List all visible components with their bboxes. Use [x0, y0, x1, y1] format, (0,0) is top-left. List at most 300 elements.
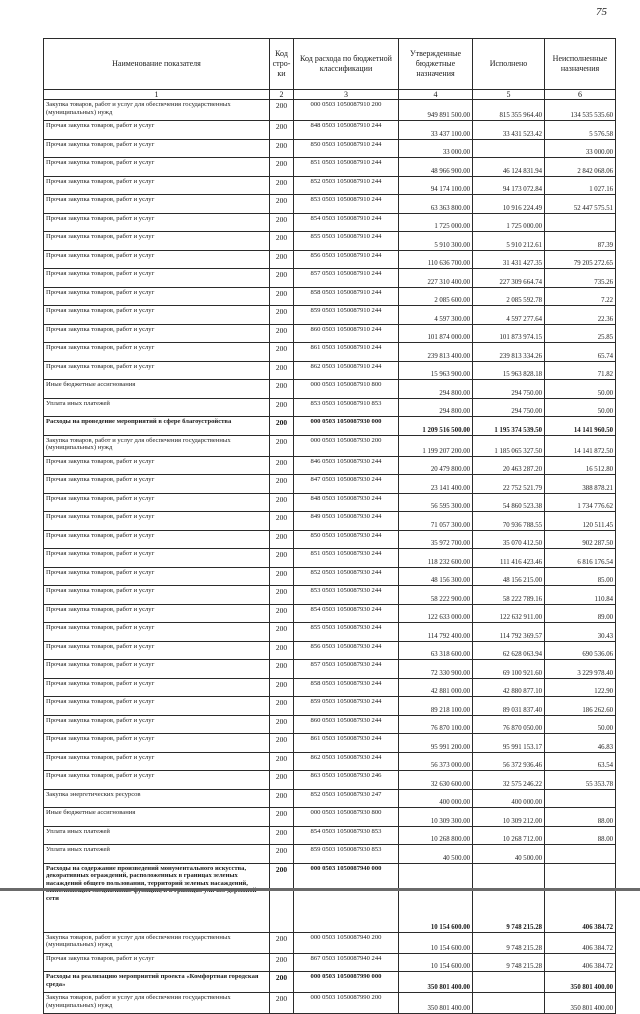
table-row [44, 549, 616, 568]
table-row [44, 324, 616, 343]
expense-code-cell: 846 0503 1050087930 244 [294, 456, 399, 475]
indicator-name-cell: Прочая закупка товаров, работ и услуг [44, 139, 270, 158]
table-row [44, 641, 616, 660]
unexecuted-amount-cell: 110.84 [545, 586, 616, 605]
executed-amount-cell: 42 880 877.10 [473, 678, 545, 697]
table-row [44, 456, 616, 475]
table-row [44, 121, 616, 140]
indicator-name-cell: Закупка энергетических ресурсов [44, 789, 270, 808]
approved-amount-cell: 20 479 800.00 [399, 456, 473, 475]
executed-amount-cell: 56 372 936.46 [473, 752, 545, 771]
indicator-name-cell: Прочая закупка товаров, работ и услуг [44, 158, 270, 177]
approved-amount-cell: 122 633 000.00 [399, 604, 473, 623]
table-row [44, 250, 616, 269]
indicator-name-cell: Прочая закупка товаров, работ и услуг [44, 586, 270, 605]
executed-amount-cell: 35 070 412.50 [473, 530, 545, 549]
executed-amount-cell: 294 750.00 [473, 380, 545, 399]
executed-amount-cell: 10 268 712.00 [473, 826, 545, 845]
unexecuted-amount-cell: 88.00 [545, 808, 616, 827]
line-code-cell: 200 [270, 195, 294, 214]
expense-code-cell: 852 0503 1050087930 244 [294, 567, 399, 586]
executed-amount-cell: 70 936 788.55 [473, 512, 545, 531]
approved-amount-cell: 114 792 400.00 [399, 623, 473, 642]
indicator-name-cell: Прочая закупка товаров, работ и услуг [44, 213, 270, 232]
indicator-name-cell: Закупка товаров, работ и услуг для обеспечения государственных (муниципальных) нужд [44, 435, 270, 456]
indicator-name-cell: Расходы на содержание произведений монументального искусства, декоративных ограждений, расположенных в границах зеленых насаждений общего пользования, территорий зеленых насаждений, сети [44, 863, 270, 932]
line-code-cell: 200 [270, 623, 294, 642]
unexecuted-amount-cell: 350 801 400.00 [545, 972, 616, 993]
table-row [44, 435, 616, 456]
unexecuted-amount-cell: 2 842 068.06 [545, 158, 616, 177]
approved-amount-cell: 40 500.00 [399, 845, 473, 864]
table-row [44, 398, 616, 417]
approved-amount-cell: 350 801 400.00 [399, 993, 473, 1014]
indicator-name-cell: Прочая закупка товаров, работ и услуг [44, 121, 270, 140]
approved-amount-cell: 23 141 400.00 [399, 475, 473, 494]
executed-amount-cell: 48 156 215.00 [473, 567, 545, 586]
executed-amount-cell: 22 752 521.79 [473, 475, 545, 494]
indicator-name-cell: Прочая закупка товаров, работ и услуг [44, 475, 270, 494]
unexecuted-amount-cell: 388 878.21 [545, 475, 616, 494]
indicator-name-cell: Закупка товаров, работ и услуг для обеспечения государственных (муниципальных) нужд [44, 100, 270, 121]
expense-code-cell: 863 0503 1050087930 246 [294, 771, 399, 790]
unexecuted-amount-cell: 30.43 [545, 623, 616, 642]
table-row [44, 697, 616, 716]
unexecuted-amount-cell: 79 205 272.65 [545, 250, 616, 269]
table-row [44, 972, 616, 993]
line-code-cell: 200 [270, 530, 294, 549]
indicator-name-cell: Уплата иных платежей [44, 845, 270, 864]
executed-amount-cell: 31 431 427.35 [473, 250, 545, 269]
table-row [44, 213, 616, 232]
executed-amount-cell: 32 575 246.22 [473, 771, 545, 790]
executed-amount-cell: 9 748 215.28 [473, 953, 545, 972]
table-row [44, 269, 616, 288]
expense-code-cell: 000 0503 1050087940 000 [294, 863, 399, 932]
table-row [44, 343, 616, 362]
indicator-name-cell: Прочая закупка товаров, работ и услуг [44, 953, 270, 972]
line-code-cell: 200 [270, 287, 294, 306]
approved-amount-cell: 48 156 300.00 [399, 567, 473, 586]
approved-amount-cell: 294 800.00 [399, 398, 473, 417]
indicator-name-cell: Прочая закупка товаров, работ и услуг [44, 250, 270, 269]
table-row [44, 678, 616, 697]
executed-amount-cell: 89 031 837.40 [473, 697, 545, 716]
expense-code-cell: 856 0503 1050087910 244 [294, 250, 399, 269]
line-code-cell: 200 [270, 269, 294, 288]
executed-amount-cell: 94 173 072.84 [473, 176, 545, 195]
unexecuted-amount-cell: 87.39 [545, 232, 616, 251]
indicator-name-cell: Прочая закупка товаров, работ и услуг [44, 361, 270, 380]
unexecuted-amount-cell: 735.26 [545, 269, 616, 288]
expense-code-cell: 849 0503 1050087930 244 [294, 512, 399, 531]
unexecuted-amount-cell [545, 213, 616, 232]
line-code-cell: 200 [270, 660, 294, 679]
expense-code-cell: 859 0503 1050087930 244 [294, 697, 399, 716]
line-code-cell: 200 [270, 306, 294, 325]
expense-code-cell: 867 0503 1050087940 244 [294, 953, 399, 972]
line-code-cell: 200 [270, 100, 294, 121]
unexecuted-amount-cell: 46.83 [545, 734, 616, 753]
expense-code-cell: 852 0503 1050087910 244 [294, 176, 399, 195]
executed-amount-cell: 122 632 911.00 [473, 604, 545, 623]
header-executed: Исполнено [473, 39, 545, 90]
unexecuted-amount-cell: 5 576.58 [545, 121, 616, 140]
executed-amount-cell: 15 963 828.18 [473, 361, 545, 380]
approved-amount-cell: 5 910 300.00 [399, 232, 473, 251]
expense-code-cell: 854 0503 1050087910 244 [294, 213, 399, 232]
approved-amount-cell: 42 881 000.00 [399, 678, 473, 697]
unexecuted-amount-cell: 134 535 535.60 [545, 100, 616, 121]
indicator-name-cell: Прочая закупка товаров, работ и услуг [44, 678, 270, 697]
executed-amount-cell: 114 792 369.57 [473, 623, 545, 642]
approved-amount-cell: 294 800.00 [399, 380, 473, 399]
line-code-cell: 200 [270, 158, 294, 177]
unexecuted-amount-cell [545, 845, 616, 864]
expense-code-cell: 000 0503 1050087930 800 [294, 808, 399, 827]
executed-amount-cell: 4 597 277.64 [473, 306, 545, 325]
table-row [44, 845, 616, 864]
executed-amount-cell: 9 748 215.28 [473, 863, 545, 932]
approved-amount-cell: 110 636 700.00 [399, 250, 473, 269]
line-code-cell: 200 [270, 863, 294, 932]
executed-amount-cell: 20 463 287.20 [473, 456, 545, 475]
approved-amount-cell: 350 801 400.00 [399, 972, 473, 993]
line-code-cell: 200 [270, 250, 294, 269]
line-code-cell: 200 [270, 604, 294, 623]
table-row [44, 306, 616, 325]
executed-amount-cell: 69 100 921.60 [473, 660, 545, 679]
table-row [44, 493, 616, 512]
executed-amount-cell: 227 309 664.74 [473, 269, 545, 288]
unexecuted-amount-cell: 120 511.45 [545, 512, 616, 531]
indicator-name-cell: Прочая закупка товаров, работ и услуг [44, 567, 270, 586]
executed-amount-cell: 10 916 224.49 [473, 195, 545, 214]
unexecuted-amount-cell: 1 027.16 [545, 176, 616, 195]
indicator-name-cell: Прочая закупка товаров, работ и услуг [44, 306, 270, 325]
executed-amount-cell: 1 195 374 539.50 [473, 417, 545, 436]
unexecuted-amount-cell: 6 816 176.54 [545, 549, 616, 568]
indicator-name-cell: Прочая закупка товаров, работ и услуг [44, 752, 270, 771]
approved-amount-cell: 1 199 207 200.00 [399, 435, 473, 456]
line-code-cell: 200 [270, 456, 294, 475]
line-code-cell: 200 [270, 176, 294, 195]
indicator-name-cell: Прочая закупка товаров, работ и услуг [44, 456, 270, 475]
column-number: 1 [44, 90, 270, 100]
approved-amount-cell: 10 309 300.00 [399, 808, 473, 827]
unexecuted-amount-cell: 88.00 [545, 826, 616, 845]
expense-code-cell: 859 0503 1050087930 853 [294, 845, 399, 864]
expense-code-cell: 000 0503 1050087930 200 [294, 435, 399, 456]
approved-amount-cell: 48 966 900.00 [399, 158, 473, 177]
expense-code-cell: 847 0503 1050087930 244 [294, 475, 399, 494]
table-row [44, 993, 616, 1014]
executed-amount-cell: 815 355 964.40 [473, 100, 545, 121]
indicator-name-cell: Уплата иных платежей [44, 826, 270, 845]
indicator-name-cell: Прочая закупка товаров, работ и услуг [44, 530, 270, 549]
unexecuted-amount-cell: 16 512.80 [545, 456, 616, 475]
executed-amount-cell: 101 873 974.15 [473, 324, 545, 343]
approved-amount-cell: 1 209 516 500.00 [399, 417, 473, 436]
line-code-cell: 200 [270, 121, 294, 140]
executed-amount-cell: 40 500.00 [473, 845, 545, 864]
indicator-name-cell: Прочая закупка товаров, работ и услуг [44, 493, 270, 512]
table-row [44, 863, 616, 932]
expense-code-cell: 861 0503 1050087930 244 [294, 734, 399, 753]
table-row [44, 475, 616, 494]
line-code-cell: 200 [270, 398, 294, 417]
table-row [44, 771, 616, 790]
table-row [44, 361, 616, 380]
expense-code-cell: 850 0503 1050087910 244 [294, 139, 399, 158]
unexecuted-amount-cell: 52 447 575.51 [545, 195, 616, 214]
executed-amount-cell [473, 139, 545, 158]
approved-amount-cell: 58 222 900.00 [399, 586, 473, 605]
executed-amount-cell: 5 910 212.61 [473, 232, 545, 251]
unexecuted-amount-cell: 3 229 978.40 [545, 660, 616, 679]
table-row [44, 808, 616, 827]
line-code-cell: 200 [270, 697, 294, 716]
executed-amount-cell: 54 860 523.38 [473, 493, 545, 512]
expense-code-cell: 861 0503 1050087910 244 [294, 343, 399, 362]
table-row [44, 953, 616, 972]
expense-code-cell: 852 0503 1050087930 247 [294, 789, 399, 808]
table-row [44, 232, 616, 251]
executed-amount-cell: 1 185 065 327.50 [473, 435, 545, 456]
executed-amount-cell: 9 748 215.28 [473, 932, 545, 953]
unexecuted-amount-cell: 22.36 [545, 306, 616, 325]
unexecuted-amount-cell: 7.22 [545, 287, 616, 306]
expense-code-cell: 000 0503 1050087940 200 [294, 932, 399, 953]
table-row [44, 287, 616, 306]
line-code-cell: 200 [270, 512, 294, 531]
scan-bottom-edge [0, 888, 640, 891]
executed-amount-cell: 294 750.00 [473, 398, 545, 417]
unexecuted-amount-cell: 71.82 [545, 361, 616, 380]
indicator-name-cell: Прочая закупка товаров, работ и услуг [44, 512, 270, 531]
expense-code-cell: 000 0503 1050087910 200 [294, 100, 399, 121]
table-row [44, 932, 616, 953]
approved-amount-cell: 33 000.00 [399, 139, 473, 158]
table-body [44, 100, 616, 1014]
line-code-cell: 200 [270, 845, 294, 864]
executed-amount-cell: 111 416 423.46 [473, 549, 545, 568]
indicator-name-cell: Прочая закупка товаров, работ и услуг [44, 176, 270, 195]
expense-code-cell: 857 0503 1050087930 244 [294, 660, 399, 679]
indicator-name-cell: Прочая закупка товаров, работ и услуг [44, 324, 270, 343]
approved-amount-cell: 10 154 600.00 [399, 863, 473, 932]
unexecuted-amount-cell: 186 262.60 [545, 697, 616, 716]
unexecuted-amount-cell: 55 353.78 [545, 771, 616, 790]
approved-amount-cell: 56 373 000.00 [399, 752, 473, 771]
expense-code-cell: 858 0503 1050087910 244 [294, 287, 399, 306]
expense-code-cell: 862 0503 1050087930 244 [294, 752, 399, 771]
line-code-cell: 200 [270, 435, 294, 456]
table-row [44, 567, 616, 586]
table-row [44, 660, 616, 679]
indicator-name-cell: Прочая закупка товаров, работ и услуг [44, 604, 270, 623]
expense-code-cell: 854 0503 1050087930 853 [294, 826, 399, 845]
unexecuted-amount-cell: 1 734 776.62 [545, 493, 616, 512]
table-row [44, 512, 616, 531]
unexecuted-amount-cell: 85.00 [545, 567, 616, 586]
line-code-cell: 200 [270, 549, 294, 568]
table-row [44, 530, 616, 549]
expense-code-cell: 848 0503 1050087910 244 [294, 121, 399, 140]
line-code-cell: 200 [270, 789, 294, 808]
executed-amount-cell [473, 993, 545, 1014]
approved-amount-cell: 10 154 600.00 [399, 932, 473, 953]
indicator-name-cell: Закупка товаров, работ и услуг для обеспечения государственных (муниципальных) нужд [44, 932, 270, 953]
line-code-cell: 200 [270, 734, 294, 753]
expense-code-cell: 000 0503 1050087910 800 [294, 380, 399, 399]
line-code-cell: 200 [270, 361, 294, 380]
unexecuted-amount-cell: 406 384.72 [545, 932, 616, 953]
executed-amount-cell: 1 725 000.00 [473, 213, 545, 232]
unexecuted-amount-cell: 33 000.00 [545, 139, 616, 158]
approved-amount-cell: 71 057 300.00 [399, 512, 473, 531]
expense-code-cell: 000 0503 1050087990 200 [294, 993, 399, 1014]
unexecuted-amount-cell: 50.00 [545, 715, 616, 734]
approved-amount-cell: 63 363 800.00 [399, 195, 473, 214]
executed-amount-cell: 58 222 789.16 [473, 586, 545, 605]
column-number-row [44, 90, 616, 100]
expense-code-cell: 850 0503 1050087930 244 [294, 530, 399, 549]
expense-code-cell: 848 0503 1050087930 244 [294, 493, 399, 512]
budget-execution-table [43, 38, 616, 1014]
line-code-cell: 200 [270, 771, 294, 790]
approved-amount-cell: 10 154 600.00 [399, 953, 473, 972]
header-unexecuted: Неисполненные назначения [545, 39, 616, 90]
approved-amount-cell: 10 268 800.00 [399, 826, 473, 845]
unexecuted-amount-cell: 89.00 [545, 604, 616, 623]
header-row [44, 39, 616, 90]
unexecuted-amount-cell: 50.00 [545, 398, 616, 417]
indicator-name-cell: Иные бюджетные ассигнования [44, 380, 270, 399]
indicator-name-cell: Прочая закупка товаров, работ и услуг [44, 232, 270, 251]
indicator-name-cell: Прочая закупка товаров, работ и услуг [44, 623, 270, 642]
indicator-name-cell: Иные бюджетные ассигнования [44, 808, 270, 827]
indicator-name-cell: Прочая закупка товаров, работ и услуг [44, 343, 270, 362]
line-code-cell: 200 [270, 953, 294, 972]
table-row [44, 789, 616, 808]
approved-amount-cell: 32 630 600.00 [399, 771, 473, 790]
executed-amount-cell: 239 813 334.26 [473, 343, 545, 362]
indicator-name-cell: Прочая закупка товаров, работ и услуг [44, 195, 270, 214]
approved-amount-cell: 4 597 300.00 [399, 306, 473, 325]
table-row [44, 826, 616, 845]
line-code-cell: 200 [270, 213, 294, 232]
table-row [44, 158, 616, 177]
column-number: 2 [270, 90, 294, 100]
line-code-cell: 200 [270, 232, 294, 251]
indicator-name-cell: Уплата иных платежей [44, 398, 270, 417]
expense-code-cell: 853 0503 1050087930 244 [294, 586, 399, 605]
table-row [44, 623, 616, 642]
executed-amount-cell: 2 085 592.78 [473, 287, 545, 306]
executed-amount-cell: 46 124 831.94 [473, 158, 545, 177]
line-code-cell: 200 [270, 417, 294, 436]
expense-code-cell: 000 0503 1050087990 000 [294, 972, 399, 993]
approved-amount-cell: 56 595 300.00 [399, 493, 473, 512]
approved-amount-cell: 63 318 600.00 [399, 641, 473, 660]
indicator-name-cell: Прочая закупка товаров, работ и услуг [44, 641, 270, 660]
line-code-cell: 200 [270, 586, 294, 605]
approved-amount-cell: 95 991 200.00 [399, 734, 473, 753]
executed-amount-cell [473, 972, 545, 993]
line-code-cell: 200 [270, 567, 294, 586]
indicator-name-cell: Прочая закупка товаров, работ и услуг [44, 660, 270, 679]
unexecuted-amount-cell: 50.00 [545, 380, 616, 399]
executed-amount-cell: 62 628 063.94 [473, 641, 545, 660]
unexecuted-amount-cell: 690 536.06 [545, 641, 616, 660]
table-row [44, 195, 616, 214]
expense-code-cell: 855 0503 1050087910 244 [294, 232, 399, 251]
header-approved: Утвержденные бюджетные назначения [399, 39, 473, 90]
indicator-name-cell: Прочая закупка товаров, работ и услуг [44, 734, 270, 753]
table-row [44, 176, 616, 195]
unexecuted-amount-cell: 350 801 400.00 [545, 993, 616, 1014]
table-row [44, 586, 616, 605]
expense-code-cell: 854 0503 1050087930 244 [294, 604, 399, 623]
indicator-name-cell: Прочая закупка товаров, работ и услуг [44, 715, 270, 734]
approved-amount-cell: 35 972 700.00 [399, 530, 473, 549]
approved-amount-cell: 227 310 400.00 [399, 269, 473, 288]
column-number: 6 [545, 90, 616, 100]
column-number: 3 [294, 90, 399, 100]
approved-amount-cell: 33 437 100.00 [399, 121, 473, 140]
line-code-cell: 200 [270, 972, 294, 993]
indicator-name-cell: Расходы на проведение мероприятий в сфере благоустройства [44, 417, 270, 436]
table-row [44, 734, 616, 753]
executed-amount-cell: 76 870 050.00 [473, 715, 545, 734]
unexecuted-amount-cell [545, 789, 616, 808]
approved-amount-cell: 949 891 500.00 [399, 100, 473, 121]
line-code-cell: 200 [270, 641, 294, 660]
column-number: 5 [473, 90, 545, 100]
unexecuted-amount-cell: 63.54 [545, 752, 616, 771]
indicator-name-cell: Прочая закупка товаров, работ и услуг [44, 269, 270, 288]
line-code-cell: 200 [270, 324, 294, 343]
approved-amount-cell: 15 963 900.00 [399, 361, 473, 380]
approved-amount-cell: 400 000.00 [399, 789, 473, 808]
line-code-cell: 200 [270, 475, 294, 494]
indicator-name-cell: Закупка товаров, работ и услуг для обеспечения государственных (муниципальных) нужд [44, 993, 270, 1014]
expense-code-cell: 851 0503 1050087930 244 [294, 549, 399, 568]
executed-amount-cell: 10 309 212.00 [473, 808, 545, 827]
unexecuted-amount-cell: 902 287.50 [545, 530, 616, 549]
table-row [44, 100, 616, 121]
page-number: 75 [596, 6, 607, 18]
approved-amount-cell: 89 218 100.00 [399, 697, 473, 716]
expense-code-cell: 851 0503 1050087910 244 [294, 158, 399, 177]
indicator-name-cell: Прочая закупка товаров, работ и услуг [44, 697, 270, 716]
table-row [44, 417, 616, 436]
approved-amount-cell: 94 174 100.00 [399, 176, 473, 195]
table-row [44, 380, 616, 399]
approved-amount-cell: 1 725 000.00 [399, 213, 473, 232]
expense-code-cell: 853 0503 1050087910 244 [294, 195, 399, 214]
line-code-cell: 200 [270, 993, 294, 1014]
line-code-cell: 200 [270, 380, 294, 399]
line-code-cell: 200 [270, 678, 294, 697]
header-indicator-name: Наименование показателя [44, 39, 270, 90]
header-expense-code: Код расхода по бюджетной классификации [294, 39, 399, 90]
expense-code-cell: 860 0503 1050087910 244 [294, 324, 399, 343]
line-code-cell: 200 [270, 493, 294, 512]
expense-code-cell: 858 0503 1050087930 244 [294, 678, 399, 697]
expense-code-cell: 857 0503 1050087910 244 [294, 269, 399, 288]
